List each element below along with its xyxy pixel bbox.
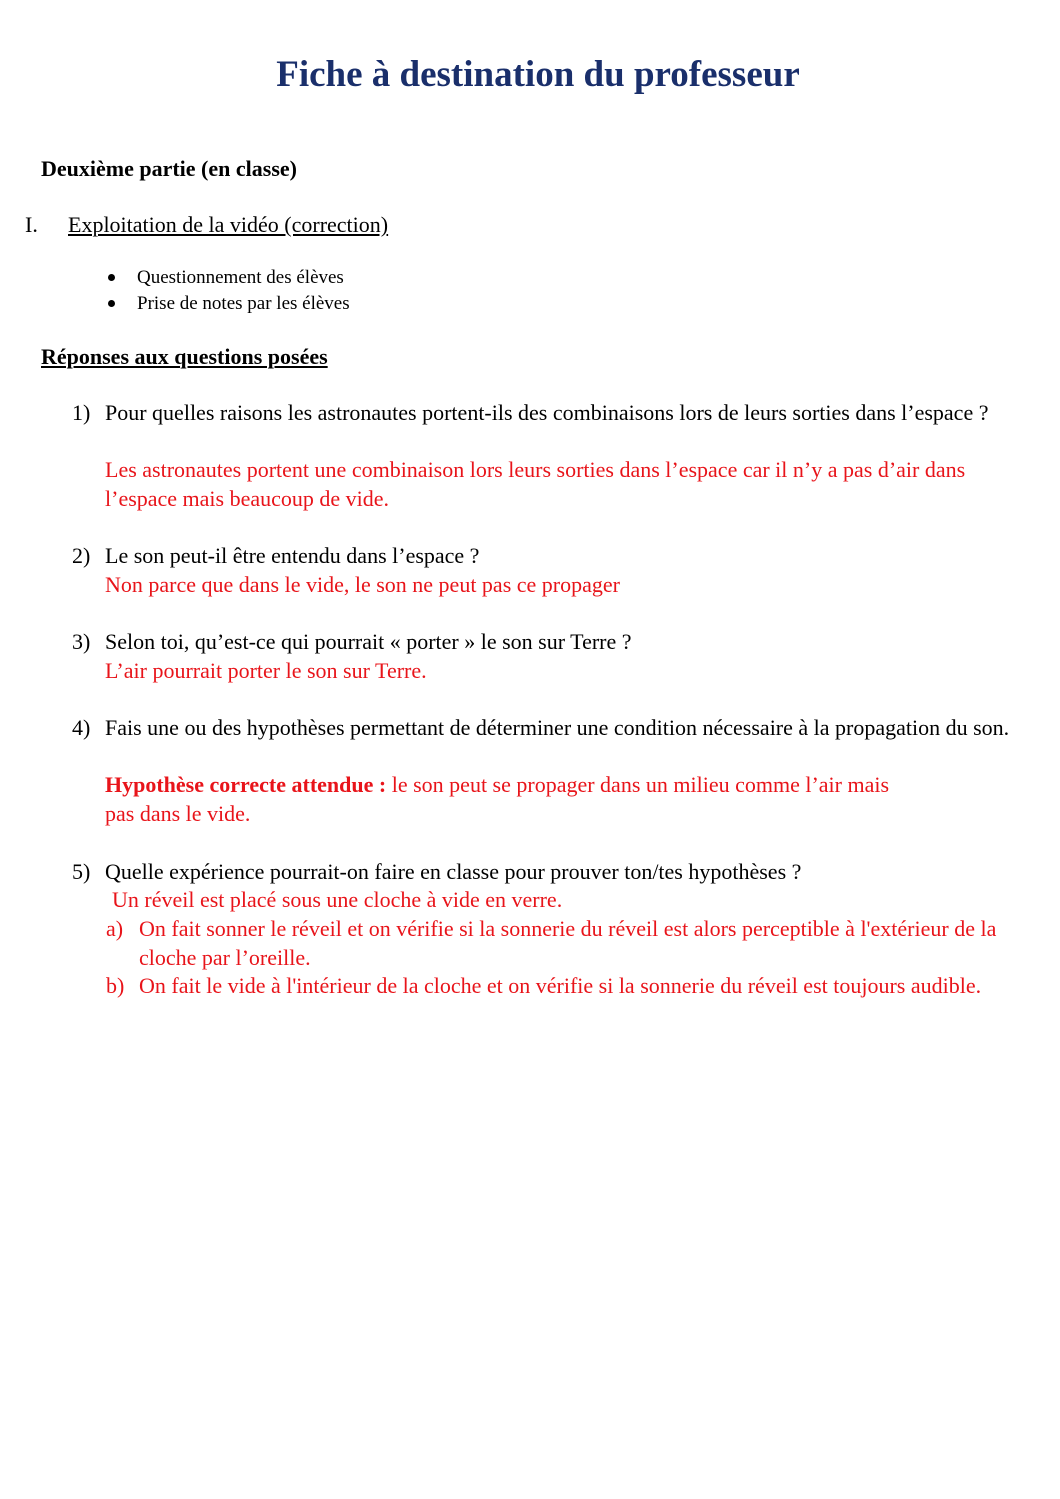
question-text: Fais une ou des hypothèses permettant de déterminer une condition nécessaire à la propagation du son. — [105, 715, 1010, 740]
answer-text: L’air pourrait porter le son sur Terre. — [105, 658, 427, 683]
answers-heading: Réponses aux questions posées — [41, 344, 328, 369]
step-letter: a) — [106, 916, 124, 941]
answer-body: le son peut se propager dans un milieu comme l’air mais pas dans le vide. — [105, 772, 890, 826]
bullet-text: Questionnement des élèves — [137, 267, 344, 288]
bullet-text: Prise de notes par les élèves — [137, 293, 350, 314]
question-number: 5) — [72, 859, 91, 884]
answer-text: Les astronautes portent une combinaison lors leurs sorties dans l’espace car il n’y a pas d’air dans l’espace mais beaucoup de vide. — [105, 457, 966, 511]
question-number: 4) — [72, 715, 91, 740]
question-text: Pour quelles raisons les astronautes portent-ils des combinaisons lors de leurs sorties dans l’espace ? — [105, 400, 989, 425]
step-text: On fait le vide à l'intérieur de la cloche et on vérifie si la sonnerie du réveil est toujours audible. — [139, 973, 982, 998]
question-text: Selon toi, qu’est-ce qui pourrait « porter » le son sur Terre ? — [105, 629, 632, 654]
question-text: Quelle expérience pourrait-on faire en classe pour prouver ton/tes hypothèses ? — [105, 859, 802, 884]
part-subtitle: Deuxième partie (en classe) — [41, 156, 297, 181]
question-number: 2) — [72, 543, 91, 568]
section-number: I. — [25, 212, 38, 237]
question-number: 3) — [72, 629, 91, 654]
answer-text: Non parce que dans le vide, le son ne peut pas ce propager — [105, 572, 620, 597]
bullet-icon — [108, 274, 115, 281]
section-label: Exploitation de la vidéo (correction) — [68, 212, 389, 237]
page-title: Fiche à destination du professeur — [276, 54, 800, 95]
question-number: 1) — [72, 400, 91, 425]
question-text: Le son peut-il être entendu dans l’espace ? — [105, 543, 480, 568]
step-letter: b) — [106, 973, 125, 998]
answer-label: Hypothèse correcte attendue : — [105, 772, 387, 797]
bullet-icon — [108, 300, 115, 307]
answer-text — [105, 771, 905, 828]
answer-text: Un réveil est placé sous une cloche à vide en verre. — [112, 887, 563, 912]
step-text: On fait sonner le réveil et on vérifie si la sonnerie du réveil est alors perceptible à l'extérieur de la cloche par l’oreille. — [139, 916, 997, 970]
